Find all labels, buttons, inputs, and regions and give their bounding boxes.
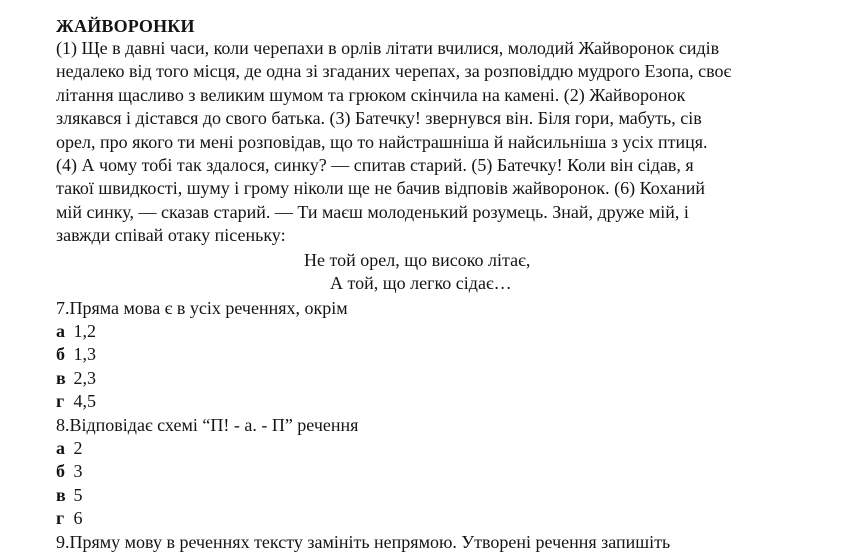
question-7: 7.Пряма мова є в усіх реченнях, окрім bbox=[56, 297, 348, 318]
paragraph-line: (4) А чому тобі так здалося, синку? — спитав старий. (5) Батечку! Коли він сідав, я bbox=[56, 155, 694, 176]
option-letter: г bbox=[56, 508, 65, 529]
option-value: 3 bbox=[73, 461, 83, 482]
option-value: 2 bbox=[73, 437, 83, 458]
question-9: 9.Пряму мову в реченнях тексту замініть непрямою. Утворені речення запишіть bbox=[56, 531, 671, 552]
document-page bbox=[56, 15, 846, 554]
option-value: 5 bbox=[73, 484, 83, 505]
answer-option bbox=[56, 484, 846, 508]
paragraph-line: недалеко від того місця, де одна зі згаданих черепах, за розповіддю мудрого Езопа, своє bbox=[56, 61, 732, 82]
answer-option bbox=[56, 390, 846, 414]
paragraph-line: злякався і дістався до свого батька. (3) Батечку! звернувся він. Біля гори, мабуть, сів bbox=[56, 108, 702, 129]
option-letter: в bbox=[56, 484, 66, 505]
poem-line: А той, що легко сідає… bbox=[330, 272, 512, 293]
paragraph-line: завжди співай отаку пісеньку: bbox=[56, 225, 286, 246]
answer-option bbox=[56, 460, 846, 484]
answer-option bbox=[56, 367, 846, 391]
paragraph-line: такої швидкості, шуму і грому ніколи ще не бачив відповів жайворонок. (6) Коханий bbox=[56, 178, 705, 199]
page-title: ЖАЙВОРОНКИ bbox=[56, 16, 195, 36]
poem-line: Не той орел, що високо літає, bbox=[304, 249, 531, 270]
answer-option bbox=[56, 320, 846, 344]
option-letter: б bbox=[56, 461, 65, 482]
option-letter: г bbox=[56, 391, 65, 412]
paragraph-line: (1) Ще в давні часи, коли черепахи в орлів літати вчилися, молодий Жайворонок сидів bbox=[56, 38, 720, 58]
option-letter: в bbox=[56, 367, 66, 388]
option-letter: а bbox=[56, 437, 65, 458]
option-value: 6 bbox=[73, 508, 83, 529]
paragraph-line: літання щасливо з великим шумом та грюком скінчила на камені. (2) Жайворонок bbox=[56, 84, 686, 105]
option-value: 1,2 bbox=[73, 320, 96, 341]
poem-quote bbox=[56, 249, 846, 295]
paragraph-line: орел, про якого ти мені розповідав, що то найстрашніша й найсильніша з усіх птиця. bbox=[56, 131, 708, 152]
option-letter: а bbox=[56, 320, 65, 341]
story-paragraph bbox=[56, 37, 846, 248]
option-value: 4,5 bbox=[73, 391, 96, 412]
answer-option bbox=[56, 437, 846, 461]
paragraph-line: мій синку, — сказав старий. — Ти маєш молоденький розумець. Знай, друже мій, і bbox=[56, 201, 689, 222]
option-value: 2,3 bbox=[73, 367, 96, 388]
option-value: 1,3 bbox=[73, 344, 96, 365]
answer-option bbox=[56, 343, 846, 367]
questions-list bbox=[56, 297, 846, 554]
question-8: 8.Відповідає схемі “П! - а. - П” речення bbox=[56, 414, 359, 435]
answer-option bbox=[56, 507, 846, 531]
option-letter: б bbox=[56, 344, 65, 365]
